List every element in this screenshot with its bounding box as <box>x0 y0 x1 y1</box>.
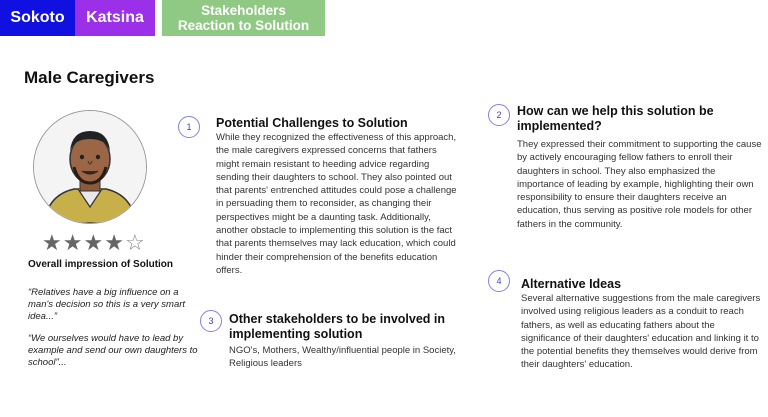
star-filled-icon: ★ <box>104 230 125 255</box>
section-body: Several alternative suggestions from the male caregivers involved using religious leaders as a conduit to reach fathers, as well as educating fathers about the significance of their daughters' education and linking it to the potential benefits they themselves would derive from their daughters' education. <box>521 293 761 371</box>
section-number-badge: 4 <box>488 270 510 292</box>
star-filled-icon: ★ <box>83 230 105 255</box>
section-title: Potential Challenges to Solution <box>216 116 408 130</box>
tab-sokoto[interactable]: Sokoto <box>0 0 75 36</box>
page-title: Male Caregivers <box>24 68 155 87</box>
section-title: Alternative Ideas <box>521 277 622 291</box>
section-title: Other stakeholders to be involved in implementing solution <box>229 312 446 341</box>
rating-label: Overall impression of Solution <box>28 259 174 270</box>
tab-reaction-line1: Stakeholders <box>201 3 286 18</box>
caregiver-portrait-icon <box>34 111 146 223</box>
rating-stars <box>42 230 146 256</box>
section-number-badge: 2 <box>488 104 510 126</box>
quote: “Relatives have a big influence on a man's decision so this is a very smart idea...” <box>28 287 186 322</box>
section-body: NGO's, Mothers, Wealthy/influential people in Society, Religious leaders <box>229 345 456 370</box>
section-body: They expressed their commitment to supporting the cause by actively encouraging fellow fathers to enroll their daughters in school. They also emphasized the importance of leading by example, highlighting their own responsibility to ensure their daughters receive an education, thus serving as positive role models for other fathers in the community. <box>517 139 762 230</box>
quote: “We ourselves would have to lead by example and send our own daughters to school”... <box>28 333 198 368</box>
star-empty-icon: ☆ <box>124 230 146 255</box>
tab-reaction-line2: Reaction to Solution <box>177 18 310 33</box>
section-body: While they recognized the effectiveness of this approach, the male caregivers expressed concerns that fathers might remain resistant to heeding advice regarding sending their daughters to school. They also pointed out that parents' entrenched attitudes could pose a challenge in persuading them to reconsider, as changing their perspectives might be a daunting task. Additionally, another obstacle to implementing this solution is the fact that parents themselves may lack education, which could hinder their comprehension of the benefits education offers. <box>216 132 457 276</box>
star-filled-icon: ★ <box>62 230 84 255</box>
tab-katsina[interactable]: Katsina <box>75 0 155 36</box>
star-filled-icon: ★ <box>42 230 63 255</box>
section-number-badge: 1 <box>178 116 200 138</box>
section-number-badge: 3 <box>200 310 222 332</box>
section-title: How can we help this solution be implemented? <box>517 104 714 133</box>
tab-stakeholders-reaction[interactable] <box>162 0 325 36</box>
avatar <box>33 110 147 224</box>
